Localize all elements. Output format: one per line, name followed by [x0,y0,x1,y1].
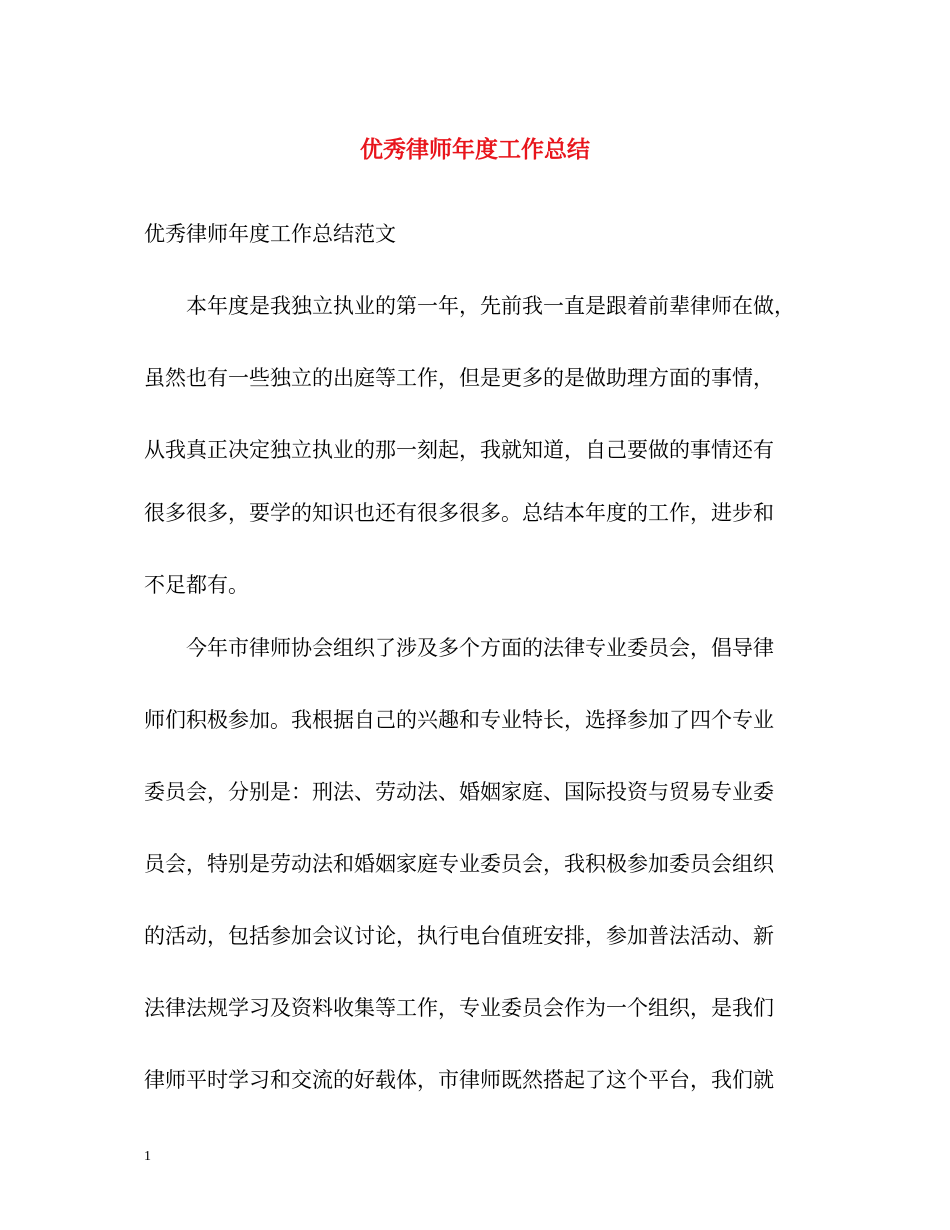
document-subtitle: 优秀律师年度工作总结范文 [144,222,396,246]
paragraph-line: 不足都有。 [144,573,249,597]
paragraph-line: 今年市律师协会组织了涉及多个方面的法律专业委员会，倡导律 [186,636,774,660]
paragraph-line: 从我真正决定独立执业的那一刻起，我就知道，自己要做的事情还有 [144,438,774,462]
paragraph-line: 虽然也有一些独立的出庭等工作，但是更多的是做助理方面的事情， [144,366,774,390]
paragraph-line: 委员会，分别是：刑法、劳动法、婚姻家庭、国际投资与贸易专业委 [144,780,774,804]
paragraph-line: 律师平时学习和交流的好载体，市律师既然搭起了这个平台，我们就 [144,1068,774,1092]
paragraph-line: 员会，特别是劳动法和婚姻家庭专业委员会，我积极参加委员会组织 [144,852,774,876]
page-title: 优秀律师年度工作总结 [360,136,590,163]
paragraph-line: 师们积极参加。我根据自己的兴趣和专业特长，选择参加了四个专业 [144,708,774,732]
paragraph-line: 很多很多，要学的知识也还有很多很多。总结本年度的工作，进步和 [144,501,774,525]
page-number: 1 [144,1149,151,1164]
paragraph-line: 的活动，包括参加会议讨论，执行电台值班安排，参加普法活动、新 [144,924,774,948]
paragraph-line: 本年度是我独立执业的第一年，先前我一直是跟着前辈律师在做， [186,294,795,318]
paragraph-line: 法律法规学习及资料收集等工作，专业委员会作为一个组织，是我们 [144,996,774,1020]
